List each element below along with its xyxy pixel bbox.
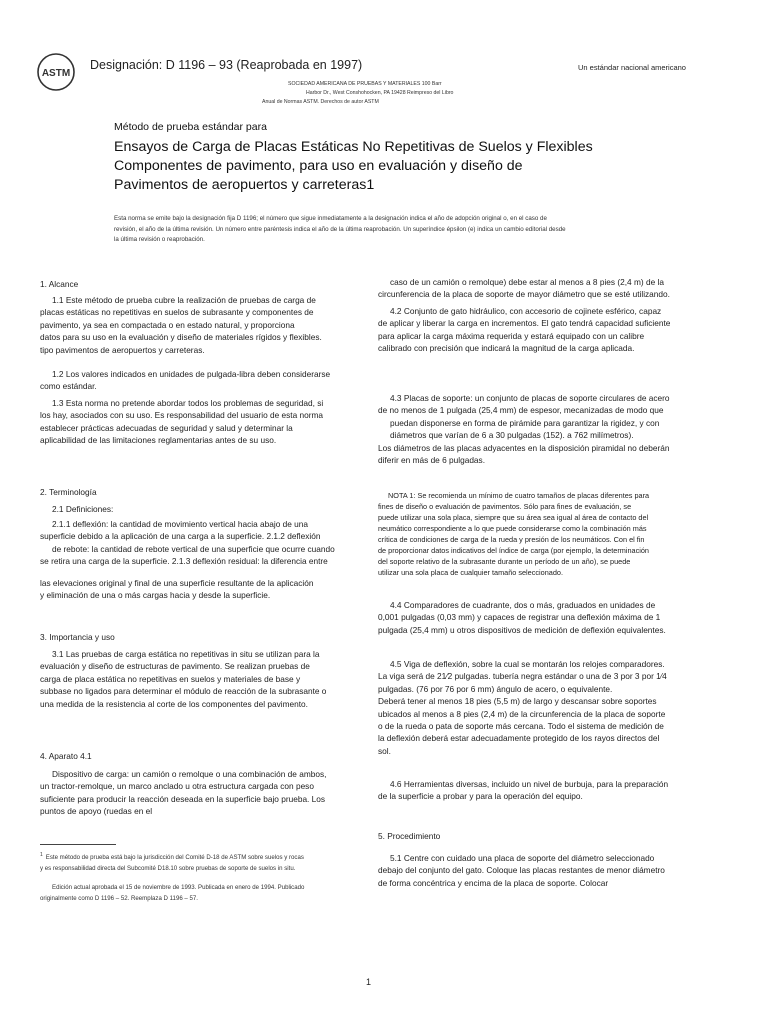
paragraph-4-2 bbox=[378, 305, 670, 355]
text-line: del soporte relativo de la subrasante durante un período de un año), se puede bbox=[378, 557, 631, 566]
text-line: subbase no ligados para determinar el módulo de reacción de la subrasante o bbox=[40, 686, 327, 697]
note-1 bbox=[378, 490, 649, 578]
text-line: Este método de prueba está bajo la jurisdicción del Comité D-18 de ASTM sobre suelos y rocas bbox=[45, 854, 304, 862]
text-line: pulgada (25,4 mm) u otros dispositivos de medición de deflexión equivalentes. bbox=[378, 624, 666, 635]
section-3-heading: 3. Importancia y uso bbox=[40, 632, 115, 642]
text-line: puede utilizar una sola placa, siempre que su área sea igual al área de contacto del bbox=[378, 513, 649, 522]
text-line: caso de un camión o remolque) debe estar al menos a 8 pies (2,4 m) de la bbox=[390, 277, 664, 287]
paragraph-4-1-cont bbox=[378, 276, 670, 301]
document-title bbox=[114, 120, 593, 195]
text-line: de la superficie a probar y para la operación del equipo. bbox=[378, 791, 583, 802]
text-line: circunferencia de la placa de soporte de mayor diámetro que se esté utilizando. bbox=[378, 289, 670, 300]
text-line: crítica de condiciones de carga de la rueda y presión de los neumáticos. Con el fin bbox=[378, 535, 645, 544]
text-line: como estándar. bbox=[40, 381, 97, 392]
text-line: datos para su uso en la evaluación y diseño de materiales rígidos y flexibles. bbox=[40, 332, 322, 343]
text-line: suficiente para producir la reacción deseada en la superficie bajo prueba. Los bbox=[40, 793, 326, 804]
text-line: o de la rueda o pata de soporte más cercana. Todo el sistema de medición de bbox=[378, 721, 664, 732]
publisher-line-2: Harbor Dr., West Conshohocken, PA 19428 Reimpreso del Libro bbox=[306, 90, 454, 96]
notice-line-2: revisión, el año de la última revisión. Un número entre paréntesis indica el año de la última reaprobación. Un superíndice épsilon (e) indica un cambio editorial desde bbox=[114, 225, 566, 233]
text-line: las elevaciones original y final de una superficie resultante de la aplicación bbox=[40, 578, 314, 588]
paragraph-1-3 bbox=[40, 397, 323, 447]
publisher-line-1: SOCIEDAD AMERICANA DE PRUEBAS Y MATERIALES 100 Barr bbox=[288, 81, 442, 87]
text-line: de aplicar y liberar la carga en incrementos. El gato tendrá capacidad suficiente bbox=[378, 318, 671, 329]
text-line: Los diámetros de las placas adyacentes en la disposición piramidal no deberán bbox=[378, 442, 670, 453]
text-line: superficie debido a la aplicación de una carga a la superficie. 2.1.2 deflexión bbox=[40, 531, 321, 542]
section-1-heading: 1. Alcance bbox=[40, 279, 79, 289]
text-line: 4.2 Conjunto de gato hidráulico, con accesorio de cojinete esférico, capaz bbox=[390, 306, 662, 316]
designation: Designación: D 1196 – 93 (Reaprobada en 1997) bbox=[90, 58, 363, 72]
text-line: 1.3 Esta norma no pretende abordar todos los problemas de seguridad, si bbox=[52, 398, 324, 408]
text-line: 0,001 pulgadas (0,03 mm) y capaces de registrar una deflexión máxima de 1 bbox=[378, 612, 661, 623]
text-line: ubicados al menos a 8 pies (2,4 m) de la circunferencia de la placa de soporte bbox=[378, 708, 666, 719]
text-line: un tractor-remolque, un marco anclado u otra estructura cargada con peso bbox=[40, 781, 314, 792]
title-kicker: Método de prueba estándar para bbox=[114, 121, 267, 133]
text-line: para aplicar la carga máxima requerida y estará equipado con un calibre bbox=[378, 330, 645, 341]
text-line: los hay, asociados con su uso. Es responsabilidad del usuario de esta norma bbox=[40, 410, 324, 421]
text-line: fines de diseño o evaluación de pavimentos. Sólo para fines de evaluación, se bbox=[378, 502, 632, 511]
text-line: pulgadas. (76 por 76 por 6 mm) ángulo de acero, o equivalente. bbox=[378, 683, 613, 694]
text-line: puedan disponerse en forma de pirámide para garantizar la rigidez, y con bbox=[390, 417, 660, 428]
text-line: utilizar una sola placa de cualquier tamaño seleccionado. bbox=[378, 568, 563, 577]
text-line: de rebote: la cantidad de rebote vertical de una superficie que ocurre cuando bbox=[52, 543, 335, 554]
paragraph-1-2 bbox=[40, 368, 330, 393]
paragraph-5-1 bbox=[378, 852, 665, 889]
section-5-heading: 5. Procedimiento bbox=[378, 831, 441, 841]
text-line: 1.2 Los valores indicados en unidades de pulgada-libra deben considerarse bbox=[52, 369, 331, 379]
text-line: originalmente como D 1196 – 52. Reemplaza D 1196 – 57. bbox=[40, 894, 198, 902]
edition-note bbox=[40, 883, 304, 904]
text-line: 4.6 Herramientas diversas, incluido un nivel de burbuja, para la preparación bbox=[390, 779, 669, 789]
footnote-divider bbox=[40, 844, 116, 845]
national-standard-label: Un estándar nacional americano bbox=[578, 63, 686, 72]
paragraph-4-6 bbox=[378, 778, 668, 803]
page-number: 1 bbox=[366, 977, 372, 987]
notice-line-1: Esta norma se emite bajo la designación fija D 1196; el número que sigue inmediatamente a la designación indica el año de adopción original o, en el caso de bbox=[114, 215, 547, 222]
text-line: Edición actual aprobada el 15 de noviembre de 1993. Publicada en enero de 1994. Publicado bbox=[52, 884, 305, 891]
text-line: de forma concéntrica y encima de la placa de soporte. Colocar bbox=[378, 877, 609, 888]
text-line: 3.1 Las pruebas de carga estática no repetitivas in situ se utilizan para la bbox=[52, 649, 320, 659]
text-line: diferir en más de 6 pulgadas. bbox=[378, 455, 486, 466]
paragraph-4-4 bbox=[378, 599, 666, 636]
text-line: y eliminación de una o más cargas hacia y desde la superficie. bbox=[40, 590, 271, 601]
text-line: diámetros que varían de 6 a 30 pulgadas (152). a 762 milímetros). bbox=[390, 430, 634, 441]
paragraph-2-1-3-cont bbox=[40, 577, 314, 602]
paragraph-4-1 bbox=[40, 768, 326, 818]
text-line: establecer prácticas adecuadas de seguridad y salud y determinar la bbox=[40, 422, 293, 433]
text-line: aplicabilidad de las limitaciones reglamentarias antes de su uso. bbox=[40, 435, 277, 446]
text-line: placas estáticas no repetitivas en suelos de subrasante y componentes de bbox=[40, 307, 314, 318]
paragraph-3-1 bbox=[40, 648, 326, 710]
paragraph-1-1 bbox=[40, 294, 322, 356]
text-line: 5.1 Centre con cuidado una placa de soporte del diámetro seleccionado bbox=[390, 853, 655, 863]
text-line: de proporcionar datos indicativos del índice de carga (por ejemplo, la determinación bbox=[378, 546, 649, 555]
text-line: Dispositivo de carga: un camión o remolque o una combinación de ambos, bbox=[52, 769, 327, 779]
section-2-heading: 2. Terminología bbox=[40, 487, 97, 497]
text-line: neumático correspondiente a lo que puede considerarse como la combinación más bbox=[378, 524, 647, 533]
standard-notice bbox=[114, 214, 634, 246]
text-line: Deberá tener al menos 18 pies (5,5 m) de largo y descansar sobre soportes bbox=[378, 696, 657, 707]
text-line: calibrado con precisión que indicará la magnitud de la carga aplicada. bbox=[378, 343, 635, 354]
section-4-heading: 4. Aparato 4.1 bbox=[40, 751, 92, 761]
text-line: carga de placa estática no repetitivas en suelos y materiales de base y bbox=[40, 673, 301, 684]
text-line: 4.3 Placas de soporte: un conjunto de placas de soporte circulares de acero bbox=[390, 393, 670, 403]
text-line: la deflexión deberá estar adecuadamente protegido de los rayos directos del bbox=[378, 733, 660, 744]
text-line: NOTA 1: Se recomienda un mínimo de cuatro tamaños de placas diferentes para bbox=[388, 491, 650, 500]
text-line: debajo del conjunto del gato. Coloque las placas restantes de menor diámetro bbox=[378, 865, 665, 876]
text-line: tipo pavimentos de aeropuertos y carreteras. bbox=[40, 344, 205, 355]
svg-text:ASTM: ASTM bbox=[41, 68, 71, 79]
astm-logo bbox=[36, 52, 76, 92]
paragraph-4-5 bbox=[378, 658, 667, 757]
text-line: 2.1.1 deflexión: la cantidad de movimiento vertical hacia abajo de una bbox=[52, 519, 308, 529]
notice-line-3: la última revisión o reaprobación. bbox=[114, 236, 205, 244]
text-line: La viga será de 21⁄2 pulgadas. tubería negra estándar o una de 3 por 3 por 1⁄4 bbox=[378, 671, 667, 682]
text-line: evaluación y diseño de estructuras de pavimento. Se realizan pruebas de bbox=[40, 661, 310, 672]
text-line: pavimento, ya sea en compactada o en estado natural, y proporciona bbox=[40, 319, 295, 330]
footnote-1 bbox=[40, 850, 304, 874]
paragraph-2-1: 2.1 Definiciones: bbox=[52, 504, 114, 514]
paragraph-2-1-1 bbox=[40, 518, 335, 568]
text-line: y es responsabilidad directa del Subcomité D18.10 sobre pruebas de soporte de suelos in situ. bbox=[40, 864, 296, 872]
text-line: puntos de apoyo (ruedas en el bbox=[40, 806, 153, 817]
title-line-3: Pavimentos de aeropuertos y carreteras1 bbox=[114, 177, 375, 193]
text-line: sol. bbox=[378, 745, 391, 756]
publisher-line-3: Anual de Normas ASTM. Derechos de autor ASTM bbox=[262, 99, 379, 105]
paragraph-4-3 bbox=[378, 392, 670, 466]
title-line-2: Componentes de pavimento, para uso en evaluación y diseño de bbox=[114, 158, 523, 174]
footnote-marker: 1 bbox=[40, 852, 43, 858]
title-line-1: Ensayos de Carga de Placas Estáticas No Repetitivas de Suelos y Flexibles bbox=[114, 139, 593, 155]
text-line: 4.5 Viga de deflexión, sobre la cual se montarán los relojes comparadores. bbox=[390, 659, 665, 669]
text-line: 1.1 Este método de prueba cubre la realización de pruebas de carga de bbox=[52, 295, 316, 305]
text-line: 4.4 Comparadores de cuadrante, dos o más, graduados en unidades de bbox=[390, 600, 656, 610]
text-line: una medida de la resistencia al corte de los componentes del pavimento. bbox=[40, 698, 308, 709]
text-line: se retira una carga de la superficie. 2.1.3 deflexión residual: la diferencia entre bbox=[40, 556, 328, 567]
text-line: de no menos de 1 pulgada (25,4 mm) de espesor, mecanizadas de modo que bbox=[378, 405, 664, 416]
